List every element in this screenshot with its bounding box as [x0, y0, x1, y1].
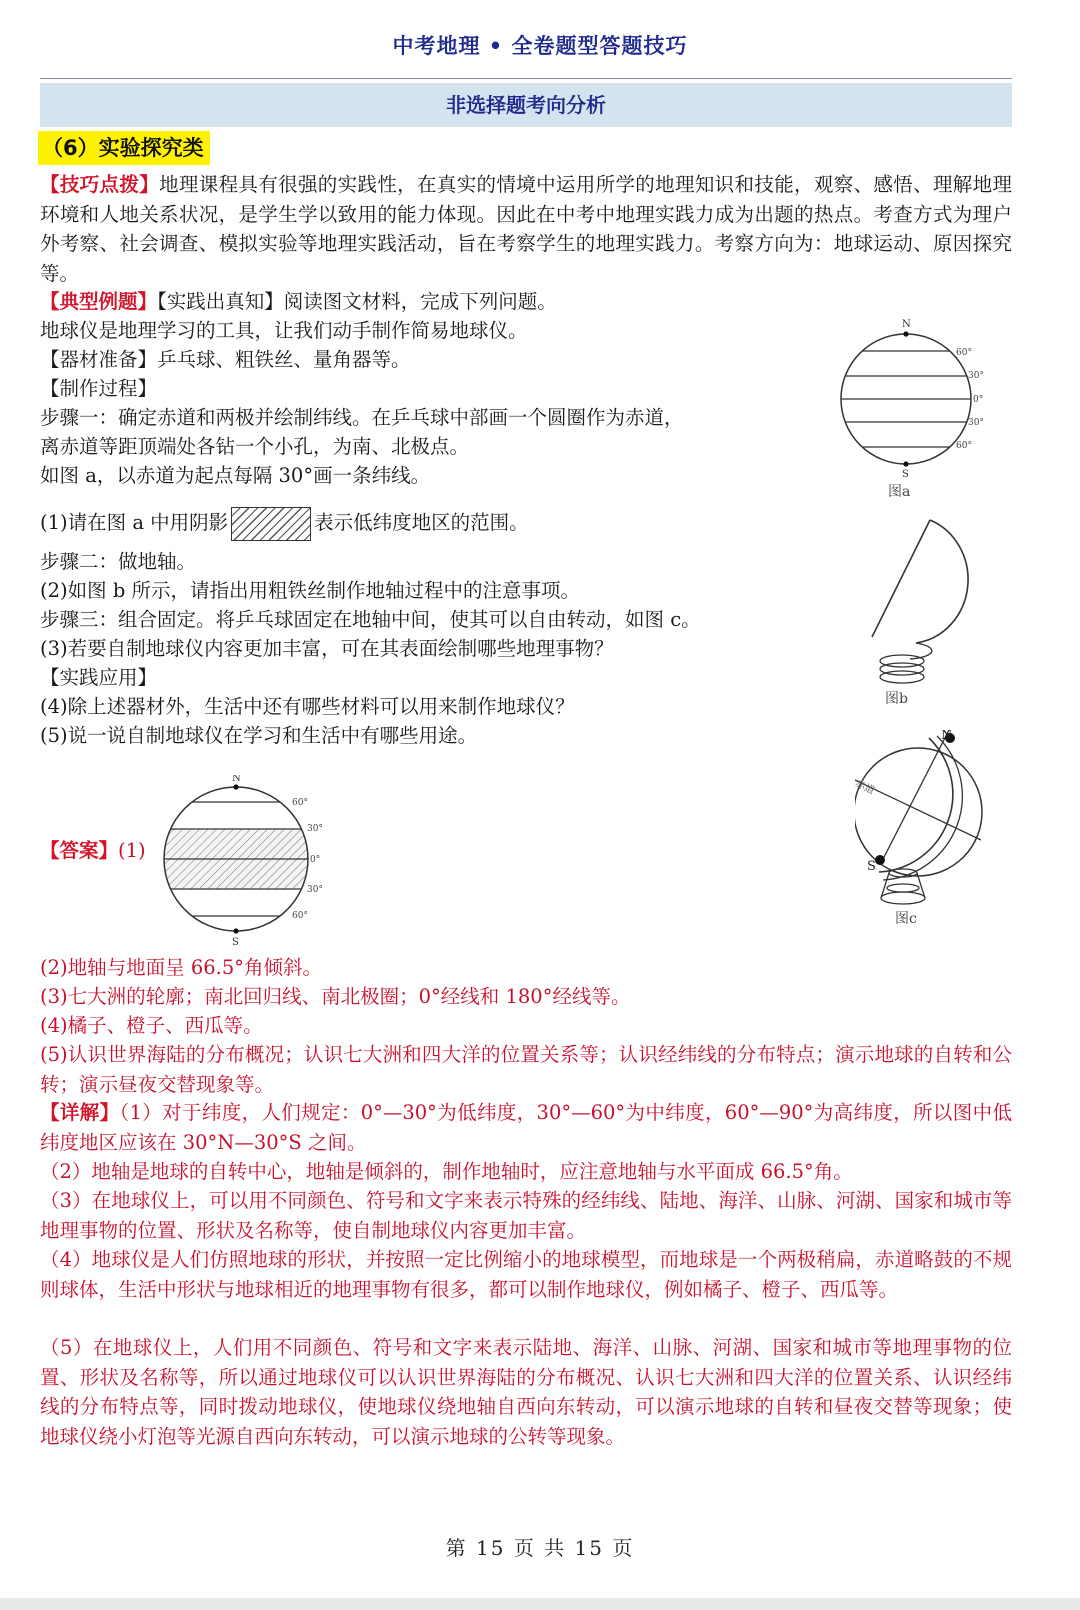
subsection-title: （6）实验探究类 [38, 131, 210, 165]
example-line: 步骤三：组合固定。将乒乓球固定在地轴中间，使其可以自由转动，如图 c。 [40, 608, 701, 631]
header-divider [40, 78, 1012, 79]
page-header-title: 中考地理 • 全卷题型答题技巧 [392, 34, 688, 58]
fig-a-lat-label: 60° [956, 348, 972, 358]
tips-paragraph [40, 170, 1012, 288]
example-line: 【制作过程】 [40, 377, 158, 400]
fig-a-caption: 图a [888, 484, 911, 500]
example-line: 地球仪是地理学习的工具，让我们动手制作简易地球仪。 [40, 319, 528, 342]
fig-a-north-label: N [902, 319, 911, 330]
bottom-bar [0, 1598, 1080, 1610]
answer-line: (3)七大洲的轮廓；南北回归线、南北极圈；0°经线和 180°经线等。 [40, 985, 631, 1008]
tips-text: 地理课程具有很强的实践性，在真实的情境中运用所学的地理知识和技能，观察、感悟、理解地理环境和人地关系状况，是学生学以致用的能力体现。因此在中考中地理实践力成为出题的热点。考查方式为理户外考察、社会调查、模拟实验等地理实践活动，旨在考察学生的地理实践力。考察方向为：地球运动、原因探究等。 [40, 173, 1012, 285]
explain-paragraph-5: （5）在地球仪上，人们用不同颜色、符号和文字来表示陆地、海洋、山脉、河湖、国家和城市等地理事物的位置、形状及名称等，所以通过地球仪可以认识世界海陆的分布概况、认识七大洲和四大洋的位置关系、认识经纬线的分布特点等，同时拨动地球仪，使地球仪绕地轴自西向东转动，可以演示地球的自转和昼夜交替等现象；使地球仪绕小灯泡等光源自西向东转动，可以演示地球的公转等现象。 [40, 1336, 1012, 1448]
answer-fig-lat-label: 0° [310, 855, 321, 865]
fig-a-lat-label: 60° [956, 441, 972, 451]
question-1 [40, 506, 529, 541]
explain-paragraph-4: （4）地球仪是人们仿照地球的形状，并按照一定比例缩小的地球模型，而地球是一个两极稍扁，赤道略鼓的不规则球体，生活中形状与地球相近的地理事物有很多，都可以制作地球仪，例如橘子、橙子、西瓜等。 [40, 1248, 1012, 1301]
example-line: (5)说一说自制地球仪在学习和生活中有哪些用途。 [40, 724, 478, 747]
example-line: (2)如图 b 所示，请指出用粗铁丝制作地轴过程中的注意事项。 [40, 579, 581, 602]
answer-fig-north-label: N [232, 775, 241, 784]
answer-fig-lat-label: 60° [292, 911, 308, 921]
fig-a-lat-label: 30° [968, 418, 984, 428]
answer-figure [160, 775, 340, 965]
example-line: 步骤二：做地轴。 [40, 550, 197, 573]
explain-paragraph-3: （3）在地球仪上，可以用不同颜色、符号和文字来表示特殊的经纬线、陆地、海洋、山脉、河湖、国家和城市等地理事物的位置、形状及名称等，使自制地球仪内容更加丰富。 [40, 1189, 1012, 1242]
fig-a-lat-label: 30° [968, 371, 984, 381]
section-banner: 非选择题考向分析 [40, 83, 1012, 127]
example-label: 【典型例题】 [40, 290, 158, 313]
answer-label: 【答案】 [40, 839, 119, 862]
answer-fig-lat-label: 30° [307, 885, 323, 895]
answer-fig-south-label: S [232, 937, 239, 948]
hatch-legend-icon [231, 507, 311, 541]
fig-c-caption: 图c [895, 911, 917, 927]
fig-a-south-label: S [902, 469, 909, 480]
fig-c-equator-label: 赤道 [855, 778, 877, 797]
example-line: 步骤一：确定赤道和两极并绘制纬线。在乒乓球中部画一个圆圈作为赤道， [40, 406, 684, 429]
figure-a [840, 315, 1020, 510]
answer-line: (4)橘子、橙子、西瓜等。 [40, 1014, 263, 1037]
fig-c-north-label: N [941, 730, 953, 743]
example-intro-line [40, 287, 557, 317]
fig-a-lat-label: 0° [973, 395, 984, 405]
example-line: 如图 a，以赤道为起点每隔 30°画一条纬线。 [40, 464, 431, 487]
example-intro: 【实践出真知】阅读图文材料，完成下列问题。 [157, 290, 557, 313]
fig-c-south-label: S [867, 859, 876, 874]
answer-5-paragraph: (5)认识世界海陆的分布概况；认识七大洲和四大洋的位置关系等；认识经纬线的分布特点；演示地球的自转和公转；演示昼夜交替现象等。 [40, 1043, 1012, 1096]
question-1-before: (1)请在图 a 中用阴影 [40, 511, 229, 534]
answer-1-line [40, 836, 146, 866]
explain-1-text: （1）对于纬度，人们规定：0°—30°为低纬度，30°—60°为中纬度，60°—90°为高纬度，所以图中低纬度地区应该在 30°N—30°S 之间。 [40, 1101, 1012, 1154]
answer-fig-lat-label: 30° [307, 824, 323, 834]
figure-b [870, 515, 1000, 730]
explain-paragraph-1 [40, 1098, 1012, 1157]
answer-line: (2)地轴与地面呈 66.5°角倾斜。 [40, 956, 322, 979]
tips-label: 【技巧点拨】 [40, 173, 160, 196]
example-line: (4)除上述器材外，生活中还有哪些材料可以用来制作地球仪？ [40, 695, 575, 718]
example-line: 离赤道等距顶端处各钻一个小孔，为南、北极点。 [40, 435, 470, 458]
figure-c [855, 730, 1020, 955]
example-line: (3)若要自制地球仪内容更加丰富，可在其表面绘制哪些地理事物？ [40, 637, 614, 660]
explain-label: 【详解】 [40, 1101, 120, 1124]
question-1-after: 表示低纬度地区的范围。 [314, 511, 529, 534]
page-footer: 第 15 页 共 15 页 [445, 1536, 635, 1560]
answer-fig-lat-label: 60° [292, 798, 308, 808]
fig-b-caption: 图b [885, 691, 908, 707]
example-line: 【器材准备】乒乓球、粗铁丝、量角器等。 [40, 348, 411, 371]
explain-paragraph-2: （2）地轴是地球的自转中心，地轴是倾斜的，制作地轴时，应注意地轴与水平面成 66.5°角。 [40, 1160, 853, 1183]
example-line: 【实践应用】 [40, 666, 158, 689]
answer-1-label: (1) [118, 839, 146, 862]
